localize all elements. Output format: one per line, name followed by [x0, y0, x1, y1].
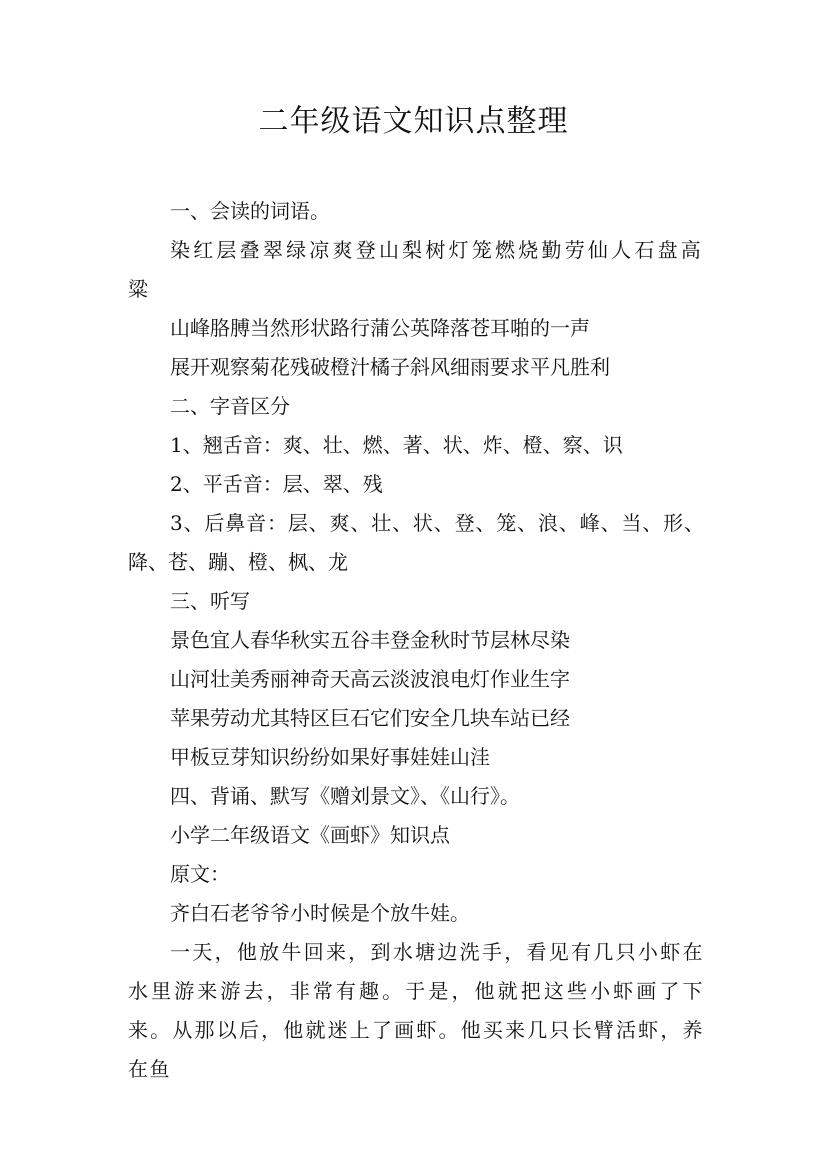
original-text-label: 原文： — [170, 862, 230, 886]
word-list-line: 展开观察菊花残破橙汁橘子斜风细雨要求平凡胜利 — [170, 355, 610, 379]
dictation-line: 苹果劳动尤其特区巨石它们安全几块车站已经 — [170, 706, 570, 730]
dictation-line: 甲板豆芽知识纷纷如果好事娃娃山洼 — [170, 745, 490, 769]
word-list-line: 染红层叠翠绿凉爽登山梨树灯笼燃烧勤劳仙人石盘高粱 — [128, 238, 704, 301]
pronunciation-line: 3、后鼻音：层、爽、壮、状、登、笼、浪、峰、当、形、降、苍、蹦、橙、枫、龙 — [128, 511, 704, 574]
document-title: 二年级语文知识点整理 — [258, 104, 569, 139]
dictation-line: 山河壮美秀丽神奇天高云淡波浪电灯作业生字 — [170, 667, 570, 691]
story-paragraph: 齐白石老爷爷小时候是个放牛娃。 — [170, 901, 470, 925]
document-body — [128, 192, 704, 1089]
pronunciation-line: 1、翘舌音：爽、壮、燃、著、状、炸、橙、察、识 — [170, 433, 623, 457]
dictation-line: 景色宜人春华秋实五谷丰登金秋时节层林尽染 — [170, 628, 570, 652]
section-heading-recitation: 四、背诵、默写《赠刘景文》、《山行》。 — [170, 784, 520, 808]
word-list-line: 山峰胳膊当然形状路行蒲公英降落苍耳啪的一声 — [170, 316, 590, 340]
section-heading-dictation: 三、听写 — [170, 589, 250, 613]
section-heading-words: 一、会读的词语。 — [170, 199, 330, 223]
story-paragraph: 一天，他放牛回来，到水塘边洗手，看见有几只小虾在水里游来游去，非常有趣。于是，他就把这些小虾画了下来。从那以后，他就迷上了画虾。他买来几只长臂活虾，养在鱼 — [128, 940, 704, 1081]
pronunciation-line: 2、平舌音：层、翠、残 — [170, 472, 383, 496]
subtitle-huaxia: 小学二年级语文《画虾》知识点 — [170, 823, 450, 847]
section-heading-pronunciation: 二、字音区分 — [170, 394, 290, 418]
